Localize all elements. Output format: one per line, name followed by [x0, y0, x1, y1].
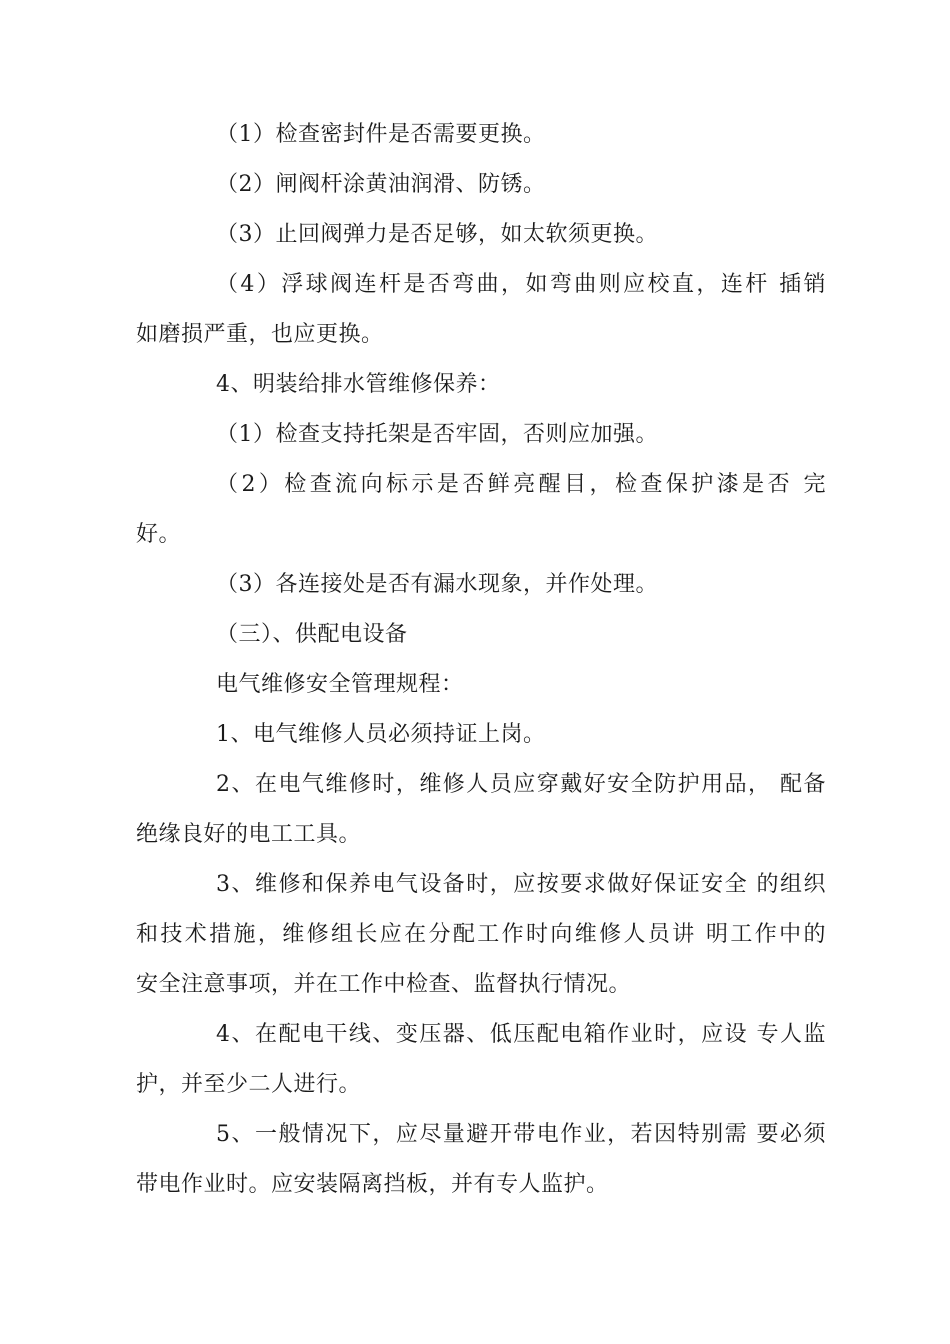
- text-line: （2）检查流向标示是否鲜亮醒目，检查保护漆是否 完: [216, 472, 826, 497]
- text-line: 1、电气维修人员必须持证上岗。: [216, 722, 546, 747]
- text-line: 如磨损严重，也应更换。: [136, 322, 384, 347]
- section-heading: （三）、供配电设备: [216, 622, 408, 647]
- text-line: （1）检查支持托架是否牢固，否则应加强。: [216, 422, 658, 447]
- text-line: 3、维修和保养电气设备时，应按要求做好保证安全 的组织: [216, 872, 826, 897]
- text-line: 4、明装给排水管维修保养：: [216, 372, 501, 397]
- text-line: 绝缘良好的电工工具。: [136, 822, 362, 847]
- text-line: 带电作业时。应安装隔离挡板，并有专人监护。: [136, 1172, 609, 1197]
- text-line: （3）各连接处是否有漏水现象，并作处理。: [216, 572, 658, 597]
- text-line: （4）浮球阀连杆是否弯曲，如弯曲则应校直，连杆 插销: [216, 272, 826, 297]
- text-line: 护，并至少二人进行。: [136, 1072, 362, 1097]
- text-line: 和技术措施，维修组长应在分配工作时向维修人员讲 明工作中的: [136, 922, 826, 947]
- text-line: 2、在电气维修时，维修人员应穿戴好安全防护用品， 配备: [216, 772, 826, 797]
- text-line: 好。: [136, 522, 182, 547]
- text-line: 4、在配电干线、变压器、低压配电箱作业时，应设 专人监: [216, 1022, 826, 1047]
- text-line: （2）闸阀杆涂黄油润滑、防锈。: [216, 172, 546, 197]
- text-line: 安全注意事项，并在工作中检查、监督执行情况。: [136, 972, 632, 997]
- text-line: 5、一般情况下，应尽量避开带电作业，若因特别需 要必须: [216, 1122, 826, 1147]
- text-line: （1）检查密封件是否需要更换。: [216, 122, 546, 147]
- text-line: 电气维修安全管理规程：: [216, 672, 464, 697]
- text-line: （3）止回阀弹力是否足够，如太软须更换。: [216, 222, 658, 247]
